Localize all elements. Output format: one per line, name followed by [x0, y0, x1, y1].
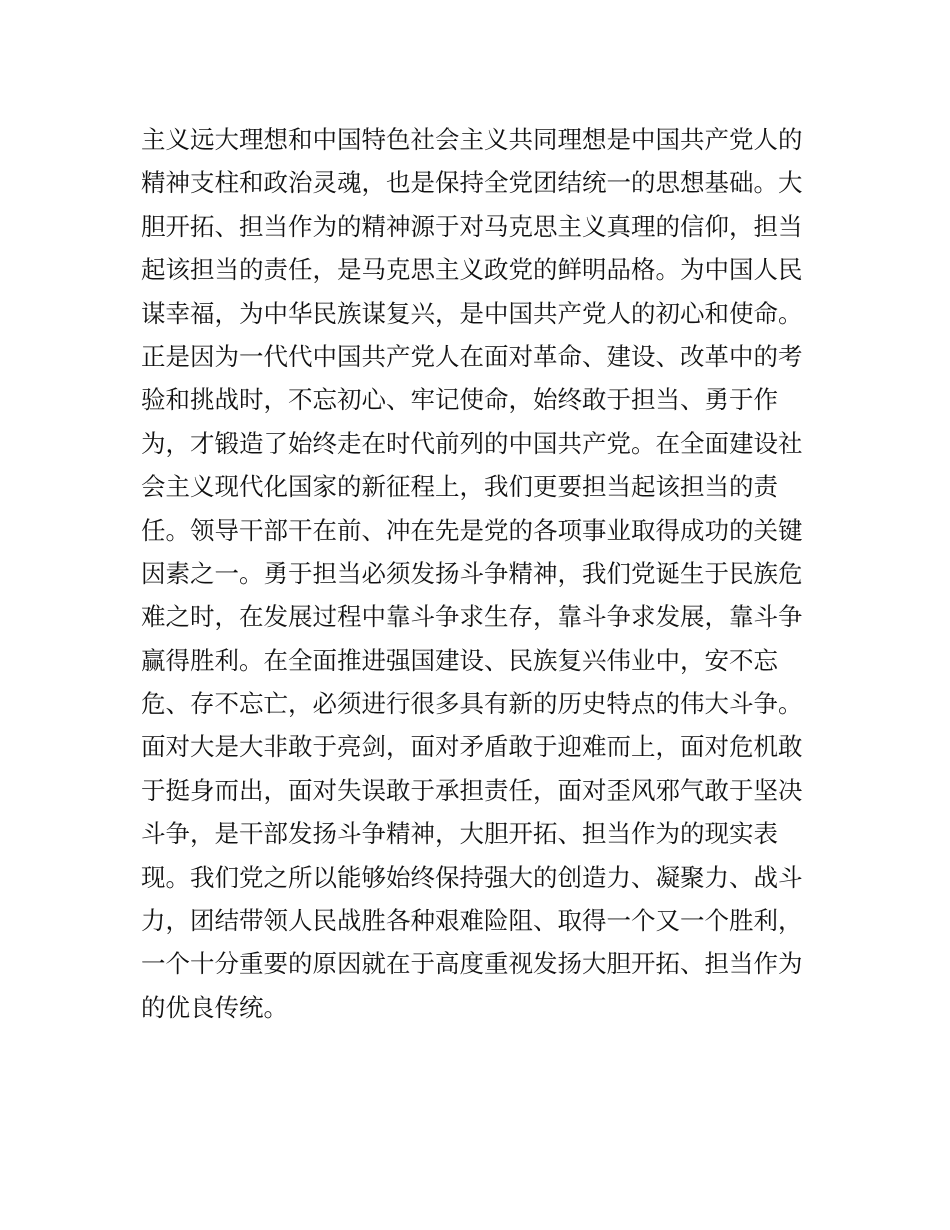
text-line: 精神支柱和政治灵魂，也是保持全党团结统一的思想基础。大	[141, 168, 803, 198]
text-line: 谋幸福，为中华民族谋复兴，是中国共产党人的初心和使命。	[141, 298, 803, 328]
text-line: 斗争，是干部发扬斗争精神，大胆开拓、担当作为的现实表	[141, 819, 778, 849]
text-line: 赢得胜利。在全面推进强国建设、民族复兴伟业中，安不忘	[141, 645, 778, 675]
text-line: 于挺身而出，面对失误敢于承担责任，面对歪风邪气敢于坚决	[141, 775, 803, 805]
text-line: 难之时，在发展过程中靠斗争求生存，靠斗争求发展，靠斗争	[141, 602, 803, 632]
text-line: 一个十分重要的原因就在于高度重视发扬大胆开拓、担当作为	[141, 949, 803, 979]
body-paragraph	[141, 118, 821, 1029]
text-line: 主义远大理想和中国特色社会主义共同理想是中国共产党人的	[141, 125, 803, 154]
text-line: 因素之一。勇于担当必须发扬斗争精神，我们党诞生于民族危	[141, 558, 803, 588]
text-line: 的优良传统。	[141, 992, 288, 1022]
text-line: 力，团结带领人民战胜各种艰难险阻、取得一个又一个胜利，	[141, 906, 803, 936]
text-line: 起该担当的责任，是马克思主义政党的鲜明品格。为中国人民	[141, 255, 803, 285]
text-line: 验和挑战时，不忘初心、牢记使命，始终敢于担当、勇于作	[141, 385, 778, 415]
text-line: 胆开拓、担当作为的精神源于对马克思主义真理的信仰，担当	[141, 211, 803, 241]
text-line: 危、存不忘亡，必须进行很多具有新的历史特点的伟大斗争。	[141, 689, 803, 719]
text-line: 任。领导干部干在前、冲在先是党的各项事业取得成功的关键	[141, 515, 803, 545]
text-line: 面对大是大非敢于亮剑，面对矛盾敢于迎难而上，面对危机敢	[141, 732, 803, 762]
text-line: 正是因为一代代中国共产党人在面对革命、建设、改革中的考	[141, 341, 803, 371]
text-line: 为，才锻造了始终走在时代前列的中国共产党。在全面建设社	[141, 428, 803, 458]
text-line: 现。我们党之所以能够始终保持强大的创造力、凝聚力、战斗	[141, 862, 803, 892]
text-line: 会主义现代化国家的新征程上，我们更要担当起该担当的责	[141, 472, 778, 502]
